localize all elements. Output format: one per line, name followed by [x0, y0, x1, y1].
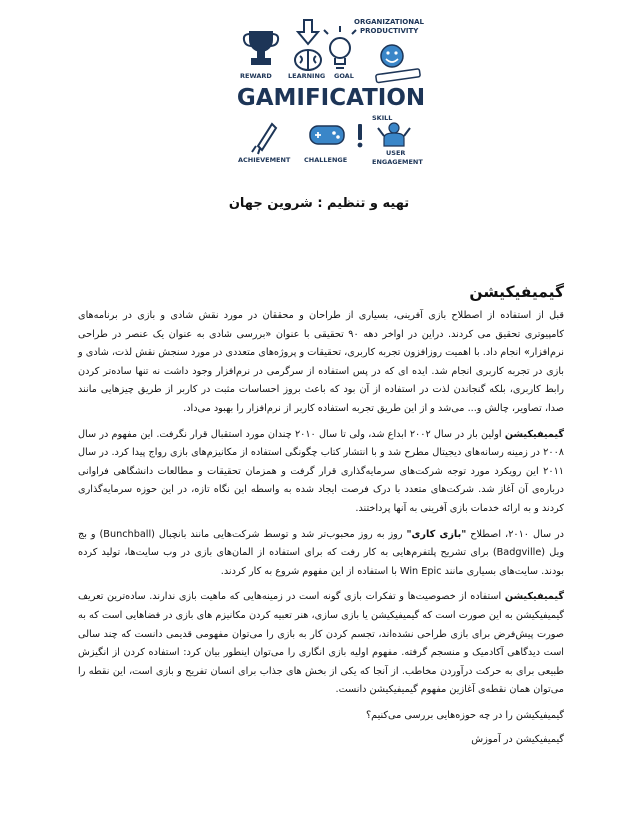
gamepad-icon: [310, 126, 344, 144]
term-gamification: گیمیفیکیشن: [504, 428, 564, 440]
question-line: گیمیفیکیشن را در چه حوزه‌هایی بررسی می‌کنیم؟: [366, 709, 564, 721]
label-skill: SKILL: [372, 114, 393, 122]
term-game-work: "بازی کاری": [406, 528, 467, 540]
term-gamification-2: گیمیفیکیشن: [504, 591, 564, 603]
paragraph-history: قبل از استفاده از اصطلاح بازی آفرینی، بسیاری از طراحان و محققان در مورد نقش شادی و بازی در برنامه‌های کامپیوتری تحقیق می کردند. دراین در اواخر دهه ۹۰ تحقیقی با عنوان «بررسی شادی به عنوان یک عنصر در طراحی نرم‌افزار» انجام داد. با اهمیت روزافزون تجربه کاربری، تحقیقات و پروژه‌های متعددی در مورد سنجش نقش لذت، شادی و بازی در تجربه کاربری انجام شد. ایده ای که در پس استفاده از سرگرمی در نرم‌افزار وجود داشت نه تنها ساده‌تر کردن رابط کاربری، بلکه گنجاندن لذت در استفاده از آن بود که باعث بروز احساسات مثبت در کاربر از طریق چیزهایی مانند صدا، تصاویر، چالش و... می‌شد و از این طریق تجربه استفاده کاربر از نرم‌افزار را بهبود می‌داد.: [78, 310, 564, 414]
brain-icon: [295, 50, 321, 70]
lightbulb-icon: [324, 26, 356, 68]
paragraph-2010: [78, 526, 564, 582]
trophy-icon: [244, 32, 278, 64]
paragraph-origin-text: اولین بار در سال ۲۰۰۲ ابداع شد، ولی تا سال ۲۰۱۰ چندان مورد استقبال قرار نگرفت. این مفهوم در سال ۲۰۰۸ در زمینه رسانه‌های دیجیتال مطرح شد و با انتشار کتاب چگونگی استفاده از مکانیزم‌های بازی رواج پیدا کرد. در سال ۲۰۱۱ این رویکرد مورد توجه شرکت‌های سرمایه‌گذاری قرار گرفت و همزمان تحقیقات و مطالعات دانشگاهی فراوانی درباره‌ی آن آغاز شد. شرکت‌های متعدد با درک فرصت ایجاد شده به واسطه این نگاه تازه، در این حوزه سرمایه‌گذاری کردند و به ارائه خدمات بازی آفرینی به آنها پرداختند.: [78, 428, 564, 514]
smiley-icon: [381, 45, 403, 67]
paragraph-definition-text: استفاده از خصوصیت‌ها و تفکرات بازی گونه است در زمینه‌هایی که ماهیت بازی ندارند. ساده‌ترین تعریف گیمیفیکیشن به این صورت است که گیمیفیکیشن یا بازی سازی، هنر تعبیه کردن مکانیزم های بازی در فضاهایی است که به صورت پیش‌فرض برای بازی طراحی نشده‌اند، تجسم کردن کار به بازی را می‌توان مفهومی قدیمی دانست که چند سالی است دیدگاهی آکادمیک و منسجم گرفته. مفهوم اولیه بازی انگاری را می‌توان اینطور بیان کرد: استفاده کردن از انگیزش طبیعی برای به حرکت درآوردن مخاطب. از آنجا که یکی از بخش های جذاب برای انسان تفریح و بازی است، این نقطه را می‌توان همان نقطه‌ی آغازین مفهوم گیمیفیکیشن دانست.: [78, 591, 564, 696]
arrow-down-icon: [298, 20, 318, 44]
author-byline: تهیه و تنظیم : شروین جهان: [228, 196, 410, 211]
label-user: USER: [386, 149, 406, 157]
paragraph-origin: [78, 426, 564, 519]
paragraph-definition: [78, 588, 564, 700]
education-line: گیمیفیکیشن در آموزش: [471, 733, 564, 745]
paragraph-2010-a: در سال ۲۰۱۰، اصطلاح: [466, 528, 564, 540]
label-goal: GOAL: [334, 72, 354, 80]
article-body: [78, 283, 564, 755]
label-learning: LEARNING: [288, 72, 326, 80]
label-engagement: ENGAGEMENT: [372, 158, 423, 166]
user-icon: [378, 123, 410, 146]
exclamation-icon: [358, 124, 363, 147]
rocket-icon: [252, 124, 276, 154]
label-productivity: PRODUCTIVITY: [360, 27, 419, 35]
label-organizational: ORGANIZATIONAL: [354, 18, 424, 26]
section-heading: گیمیفیکیشن: [469, 283, 564, 301]
label-challenge: CHALLENGE: [304, 156, 348, 164]
marker-icon: [376, 69, 421, 83]
paragraph-2010-b: روز به روز محبوب‌تر شد و توسط شرکت‌هایی مانند بانچبال (Bunchball) و بج ویل (Badgville) برای تشریح پلتفرم‌هایی به کار رفت که برای استفاده از المان‌های بازی در وب سایت‌ها، تولید کرده بودند. سایت‌های بسیاری مانند Win Epic با استفاده از این مفهوم شروع به کار کردند.: [78, 528, 564, 577]
label-reward: REWARD: [240, 72, 272, 80]
gamification-title: GAMIFICATION: [236, 85, 426, 111]
gamification-illustration: [236, 12, 426, 168]
label-achievement: ACHIEVEMENT: [238, 156, 291, 164]
